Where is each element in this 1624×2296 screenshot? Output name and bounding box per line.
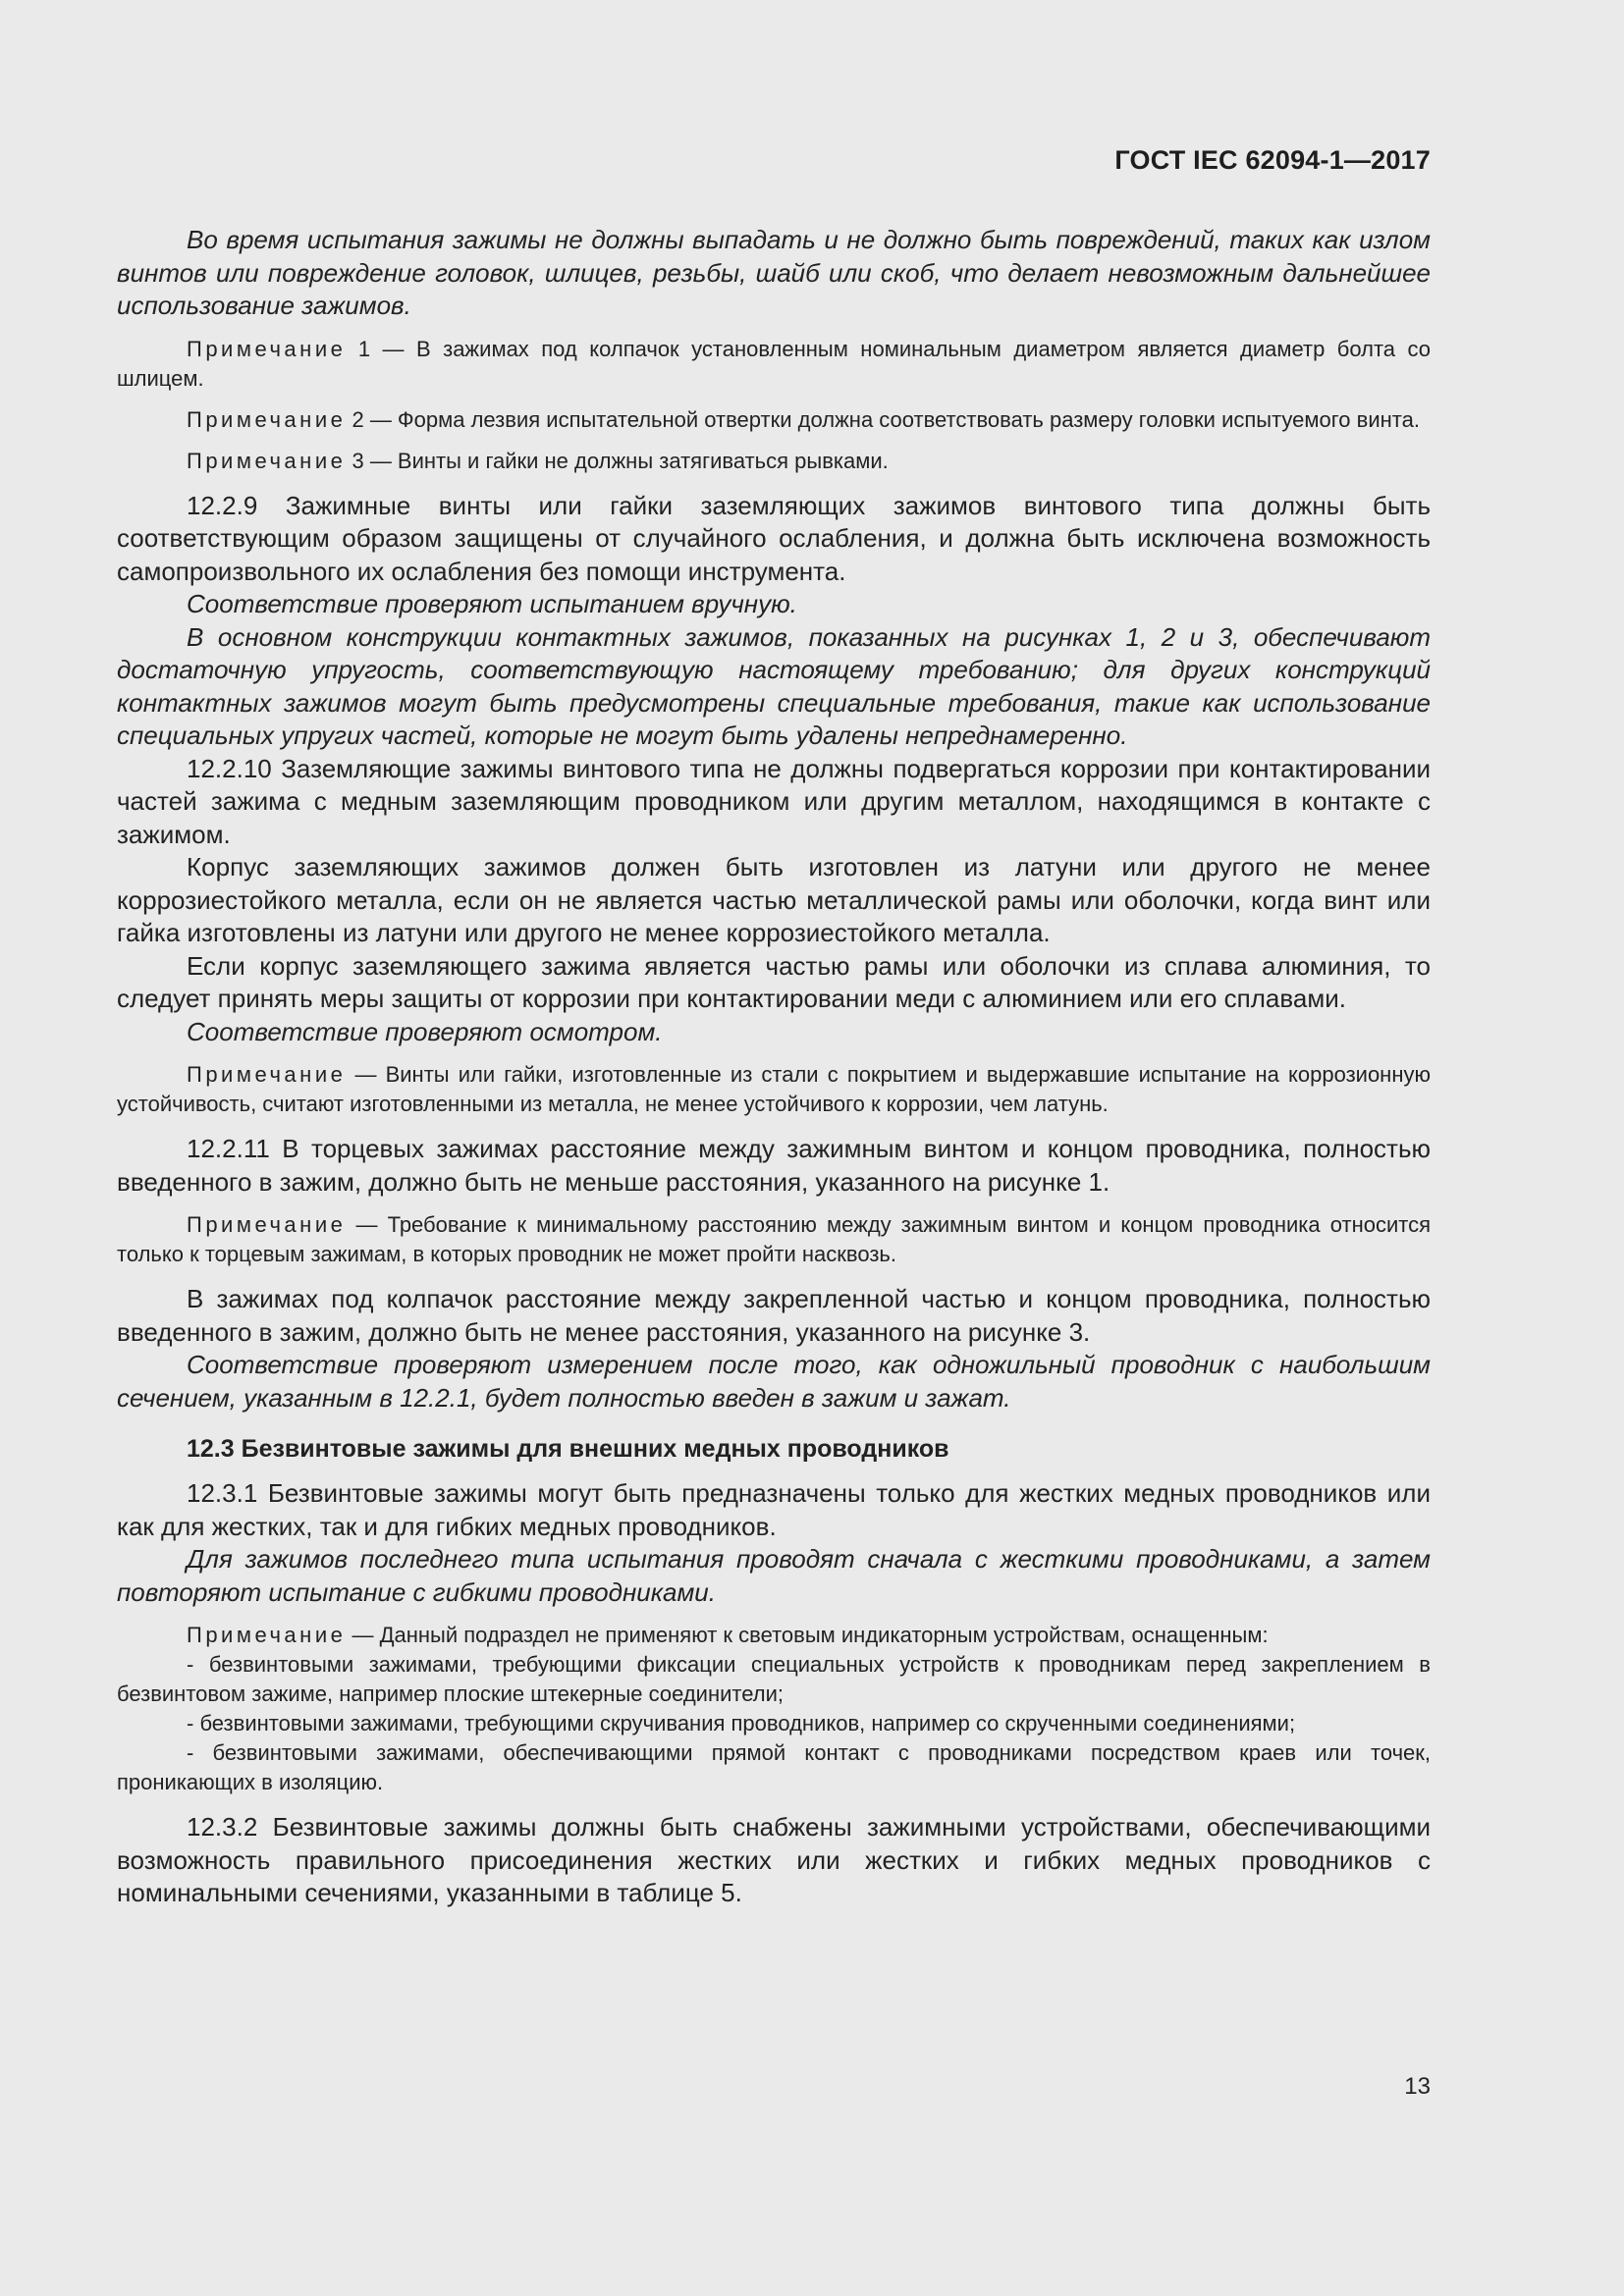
note-text: — Винты или гайки, изготовленные из стали с покрытием и выдержавшие испытание на коррозионную устойчивость, считают изготовленными из металла, не менее устойчивого к коррозии, чем латунь. xyxy=(117,1062,1431,1116)
note-label: Примечание xyxy=(187,1062,347,1087)
paragraph-test-requirement: Во время испытания зажимы не должны выпадать и не должно быть повреждений, таких как излом винтов или повреждение головок, шлицев, резьбы, шайб или скоб, что делает невозможным дальнейшее использование зажимов. xyxy=(117,225,1431,320)
note-corrosion xyxy=(117,1060,1431,1119)
paragraph-12-2-11-cap: В зажимах под колпачок расстояние между закрепленной частью и концом проводника, полностью введенного в зажим, должно быть не менее расстояния, указанного на рисунке 3. xyxy=(117,1284,1431,1347)
section-heading-12-3: 12.3 Безвинтовые зажимы для внешних медных проводников xyxy=(187,1435,949,1463)
note-text: — Требование к минимальному расстоянию между зажимным винтом и концом проводника относится только к торцевым зажимам, в которых проводник не может пройти насквозь. xyxy=(117,1212,1431,1266)
paragraph-12-2-9: 12.2.9 Зажимные винты или гайки заземляющих зажимов винтового типа должны быть соответствующим образом защищены от случайного ослабления, и должна быть исключена возможность самопроизвольного их ослабления без помощи инструмента. xyxy=(117,490,1431,586)
paragraph-12-2-10-body: Корпус заземляющих зажимов должен быть изготовлен из латуни или другого не менее коррозиестойкого металла, если он не является частью металлической рамы или оболочки, когда винт или гайка изготовлены из латуни или другого не менее коррозиестойкого металла. xyxy=(117,852,1431,947)
page-number: 13 xyxy=(1404,2073,1431,2100)
paragraph-12-2-11-check: Соответствие проверяют измерением после того, как одножильный проводник с наибольшим сечением, указанным в 12.2.1, будет полностью введен в зажим и зажат. xyxy=(117,1350,1431,1413)
note-list-item: - безвинтовыми зажимами, требующими скручивания проводников, например со скрученными соединениями; xyxy=(187,1711,1296,1735)
paragraph-12-2-10: 12.2.10 Заземляющие зажимы винтового типа не должны подвергаться коррозии при контактировании частей зажима с медным заземляющим проводником или другим металлом, находящимся в контакте с зажимом. xyxy=(117,753,1431,849)
note-text: 1 — В зажимах под колпачок установленным номинальным диаметром является диаметр болта со шлицем. xyxy=(117,336,1431,391)
note-list-item: - безвинтовыми зажимами, обеспечивающими прямой контакт с проводниками посредством краев или точек, проникающих в изоляцию. xyxy=(117,1740,1431,1794)
note-text: — Данный подраздел не применяют к световым индикаторным устройствам, оснащенным: xyxy=(352,1623,1269,1647)
note-label: Примечание xyxy=(187,448,347,473)
note-label: Примечание xyxy=(187,1212,347,1237)
note-2 xyxy=(117,405,1431,435)
paragraph-12-2-9-check: Соответствие проверяют испытанием вручную. xyxy=(187,589,797,618)
note-3 xyxy=(117,447,1431,476)
paragraph-12-2-11: 12.2.11 В торцевых зажимах расстояние между зажимным винтом и концом проводника, полностью введенного в зажим, должно быть не меньше расстояния, указанного на рисунке 1. xyxy=(117,1134,1431,1197)
note-screwless xyxy=(117,1621,1431,1650)
note-1 xyxy=(117,335,1431,394)
paragraph-12-3-1: 12.3.1 Безвинтовые зажимы могут быть предназначены только для жестких медных проводников или как для жестких, так и для гибких медных проводников. xyxy=(117,1478,1431,1541)
note-text: 2 — Форма лезвия испытательной отвертки должна соответствовать размеру головки испытуемого винта. xyxy=(352,406,1420,432)
paragraph-12-2-10-aluminium: Если корпус заземляющего зажима является частью рамы или оболочки из сплава алюминия, то следует принять меры защиты от коррозии при контактировании меди с алюминием или его сплавами. xyxy=(117,950,1431,1013)
note-min-distance xyxy=(117,1210,1431,1269)
note-label: Примечание xyxy=(187,406,347,432)
paragraph-12-3-1-test: Для зажимов последнего типа испытания проводят сначала с жесткими проводниками, а затем повторяют испытание с гибкими проводниками. xyxy=(117,1544,1431,1607)
note-text: 3 — Винты и гайки не должны затягиваться рывками. xyxy=(352,448,889,473)
note-label: Примечание xyxy=(187,1623,347,1647)
document-body xyxy=(117,224,1431,1910)
paragraph-12-2-10-check: Соответствие проверяют осмотром. xyxy=(187,1016,663,1046)
note-list-item: - безвинтовыми зажимами, требующими фиксации специальных устройств к проводникам перед закреплением в безвинтовом зажиме, например плоские штекерные соединители; xyxy=(117,1652,1431,1706)
document-code-header: ГОСТ IEC 62094-1—2017 xyxy=(1114,145,1431,175)
note-label: Примечание xyxy=(187,336,347,361)
paragraph-12-3-2: 12.3.2 Безвинтовые зажимы должны быть снабжены зажимными устройствами, обеспечивающими возможность правильного присоединения жестких или жестких и гибких медных проводников с номинальными сечениями, указанными в таблице 5. xyxy=(117,1812,1431,1907)
paragraph-12-2-9-design: В основном конструкции контактных зажимов, показанных на рисунках 1, 2 и 3, обеспечивают достаточную упругость, соответствующую настоящему требованию; для других конструкций контактных зажимов могут быть предусмотрены специальные требования, такие как использование специальных упругих частей, которые не могут быть удалены непреднамеренно. xyxy=(117,621,1431,750)
